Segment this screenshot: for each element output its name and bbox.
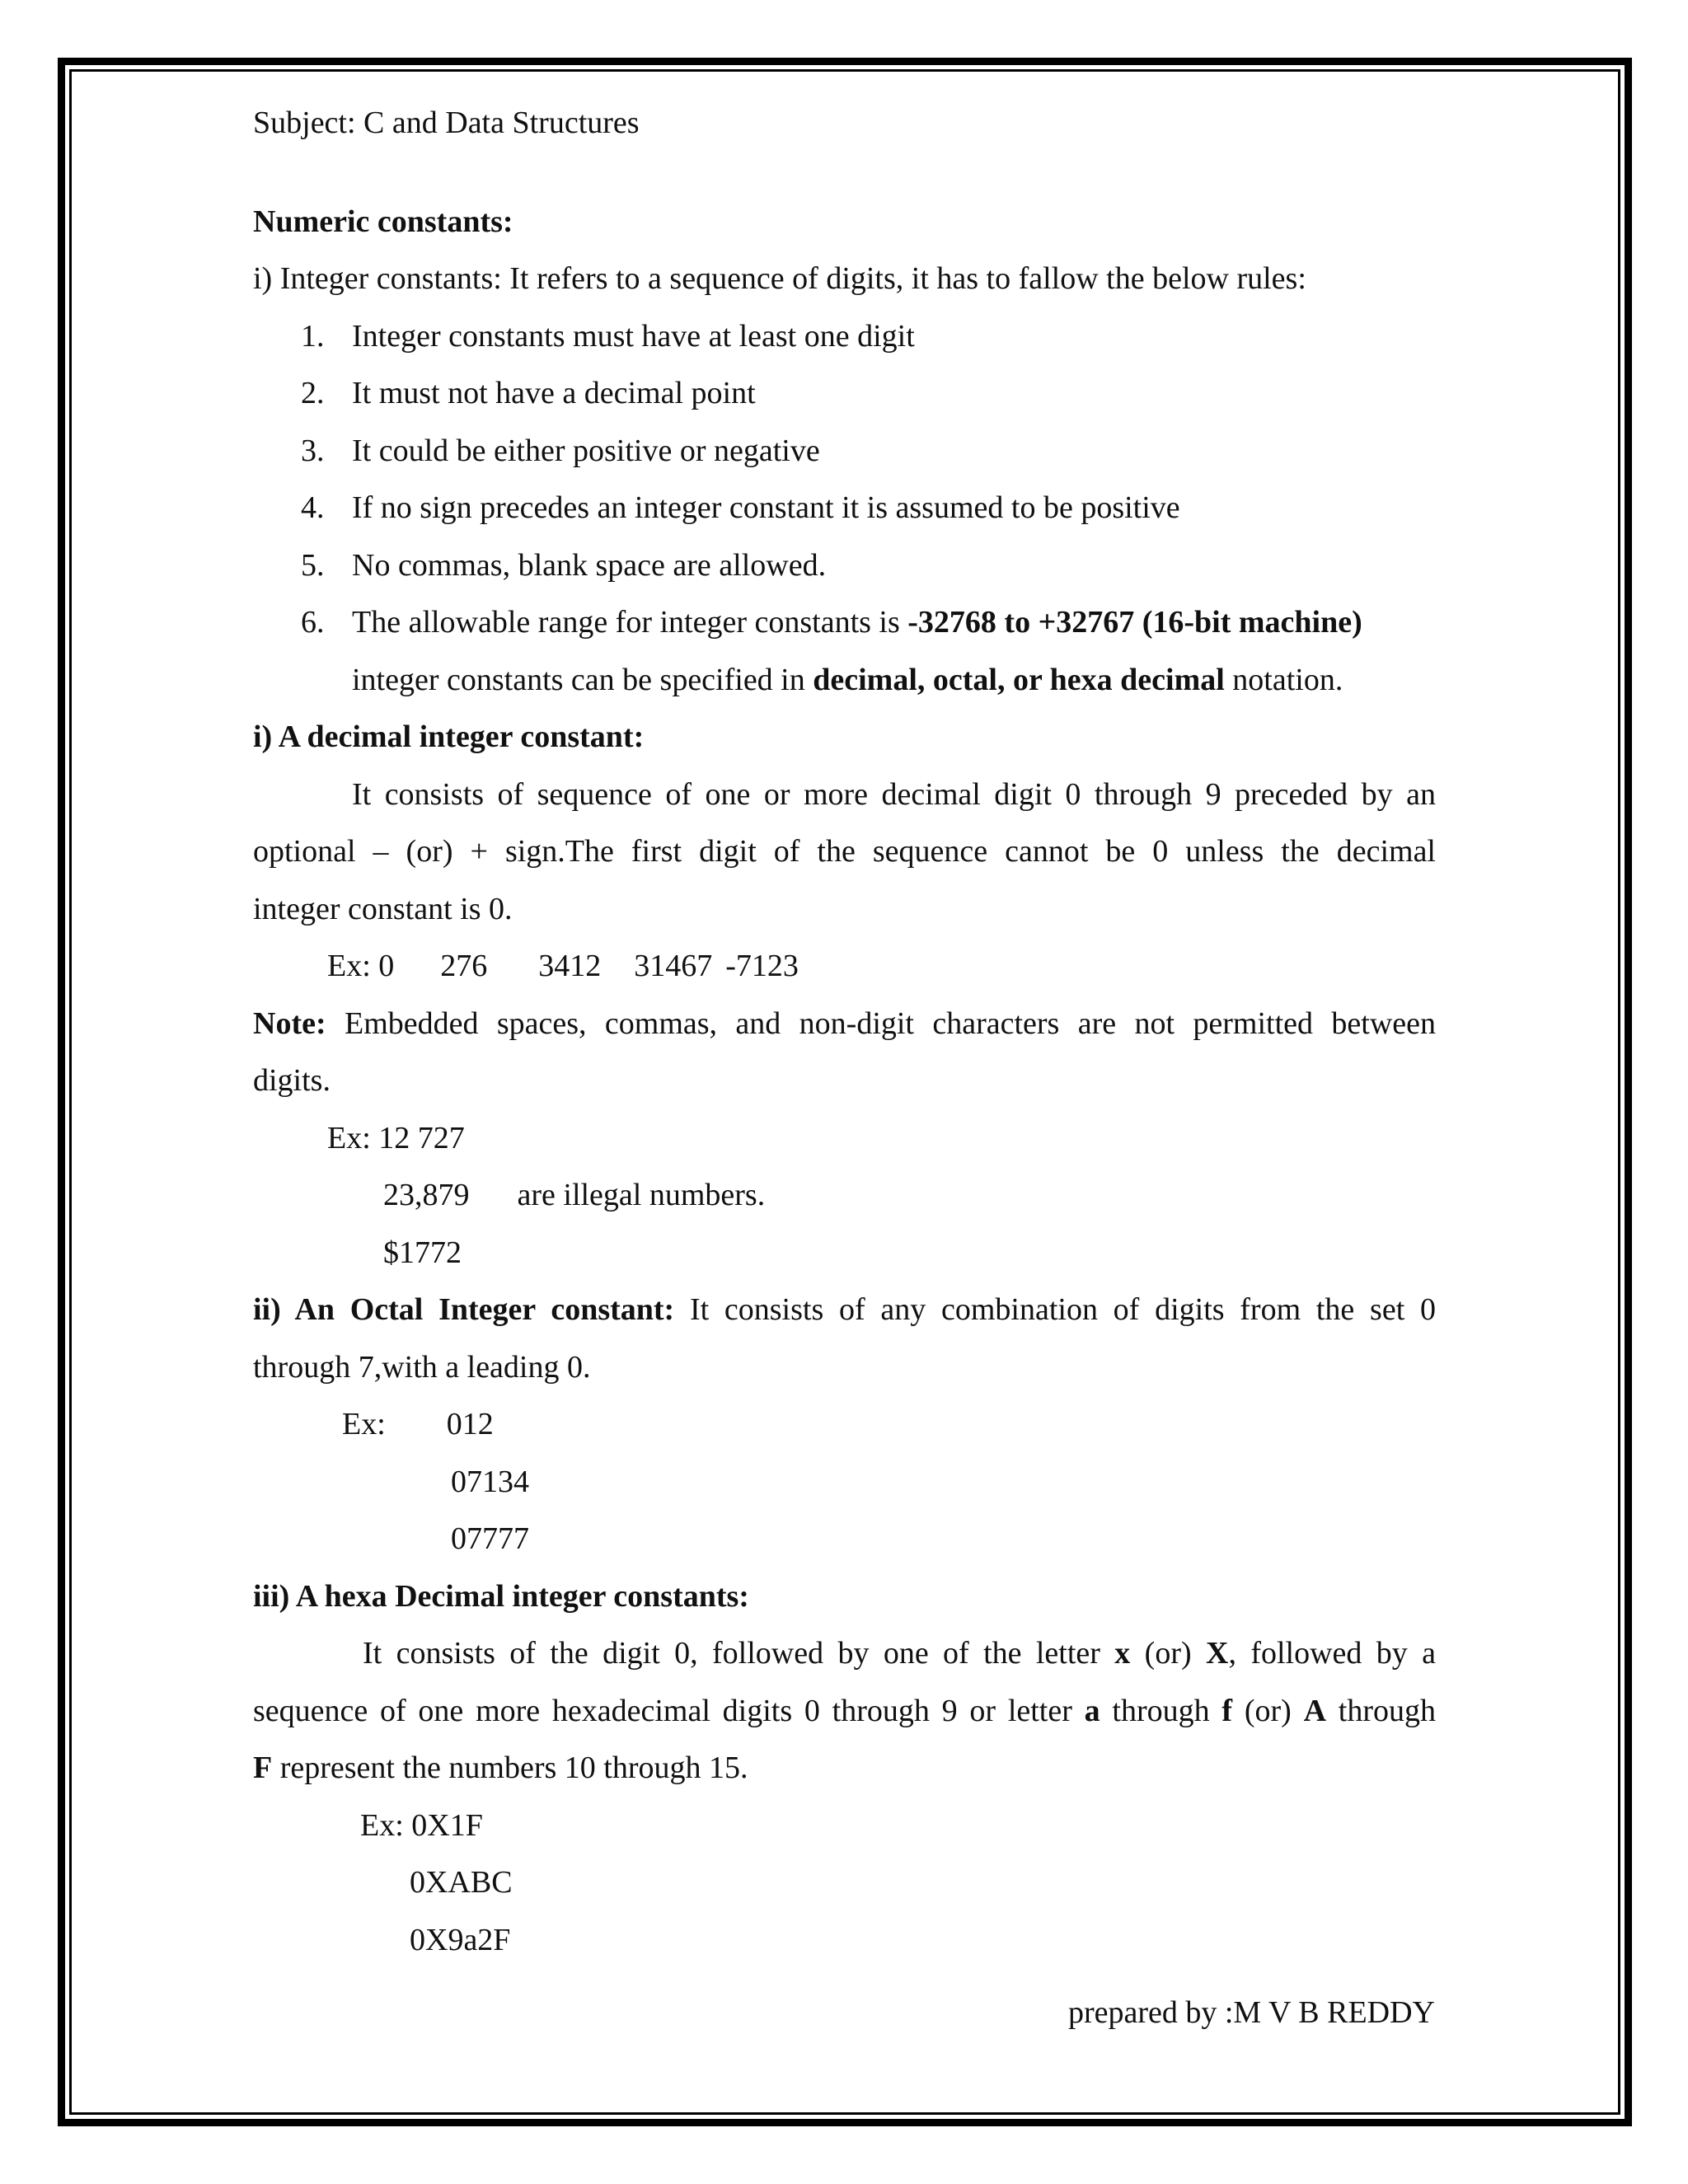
octal-line: through 7,with a leading 0. <box>253 1349 591 1385</box>
rule-text: It could be either positive or negative <box>352 433 820 468</box>
rule-number: 6. <box>301 605 325 640</box>
example-value: 23,879 <box>383 1178 470 1212</box>
rule-number: 1. <box>301 318 325 354</box>
rule-item <box>253 308 1436 366</box>
numeric-constants-heading: Numeric constants: <box>253 204 513 239</box>
hex-example: Ex: 0X1F <box>360 1807 483 1843</box>
rule-item <box>253 423 1436 480</box>
rule-number: 3. <box>301 433 325 468</box>
example-value: -7123 <box>725 949 799 983</box>
rule-item <box>253 365 1436 423</box>
hex-heading: iii) A hexa Decimal integer constants: <box>253 1578 749 1614</box>
example-label: Ex: <box>342 1407 386 1441</box>
rule-text: Integer constants must have at least one digit <box>352 318 915 354</box>
illegal-note: are illegal numbers. <box>517 1178 766 1212</box>
octal-example <box>253 1396 1436 1454</box>
rule-text: No commas, blank space are allowed. <box>352 547 827 583</box>
note-example: Ex: 12 727 <box>327 1120 465 1155</box>
rule-item <box>253 537 1436 595</box>
integer-range: -32768 to +32767 (16-bit machine) <box>907 605 1362 640</box>
hex-paragraph-line: F represent the numbers 10 through 15. <box>253 1750 748 1785</box>
hex-paragraph-line: It consists of the digit 0, followed by one of the letter x (or) X, followed by a <box>363 1636 1436 1671</box>
octal-example: 07777 <box>451 1521 529 1556</box>
note-example: $1772 <box>383 1235 462 1270</box>
note-label: Note: <box>253 1005 326 1041</box>
example-label: Ex: 0 <box>327 949 395 983</box>
note-line: digits. <box>253 1063 331 1098</box>
hex-example: 0X9a2F <box>410 1922 511 1957</box>
prepared-by-footer: prepared by :M V B REDDY <box>1067 1995 1435 2030</box>
subject-line: Subject: C and Data Structures <box>253 105 640 140</box>
note-example <box>253 1167 1436 1225</box>
rule-item-range <box>253 594 1436 652</box>
rule-number: 2. <box>301 376 325 410</box>
octal-heading: ii) An Octal Integer constant: <box>253 1292 675 1327</box>
octal-line: ii) An Octal Integer constant: It consists of any combination of digits from the set 0 <box>253 1292 1436 1327</box>
rule-text: If no sign precedes an integer constant it is assumed to be positive <box>352 490 1180 525</box>
octal-example: 07134 <box>451 1464 529 1499</box>
decimal-paragraph-line: It consists of sequence of one or more decimal digit 0 through 9 preceded by an <box>352 776 1436 812</box>
example-value: 012 <box>446 1407 494 1441</box>
example-value: 31467 <box>634 949 713 983</box>
example-value: 276 <box>440 949 488 983</box>
rule-number: 4. <box>301 490 325 525</box>
hex-paragraph-line: sequence of one more hexadecimal digits 0 through 9 or letter a through f (or) A through <box>253 1693 1436 1728</box>
integer-constants-intro: i) Integer constants: It refers to a sequence of digits, it has to fallow the below rules: <box>253 261 1306 296</box>
rule-text: It must not have a decimal point <box>352 376 756 410</box>
rule-number: 5. <box>301 547 325 583</box>
decimal-paragraph-line: integer constant is 0. <box>253 891 513 926</box>
note-line: Note: Embedded spaces, commas, and non-digit characters are not permitted between <box>253 1005 1436 1041</box>
hex-example: 0XABC <box>410 1865 513 1900</box>
decimal-paragraph-line: optional – (or) + sign.The first digit of the sequence cannot be 0 unless the decimal <box>253 834 1436 869</box>
rule-item <box>253 480 1436 537</box>
notation-types: decimal, octal, or hexa decimal <box>813 662 1225 697</box>
decimal-heading: i) A decimal integer constant: <box>253 719 645 754</box>
example-value: 3412 <box>538 949 602 983</box>
decimal-examples <box>253 938 1436 996</box>
notation-line: integer constants can be specified in decimal, octal, or hexa decimal notation. <box>352 662 1343 697</box>
rule-text: The allowable range for integer constants is <box>352 605 908 640</box>
document-body <box>253 95 1436 1969</box>
